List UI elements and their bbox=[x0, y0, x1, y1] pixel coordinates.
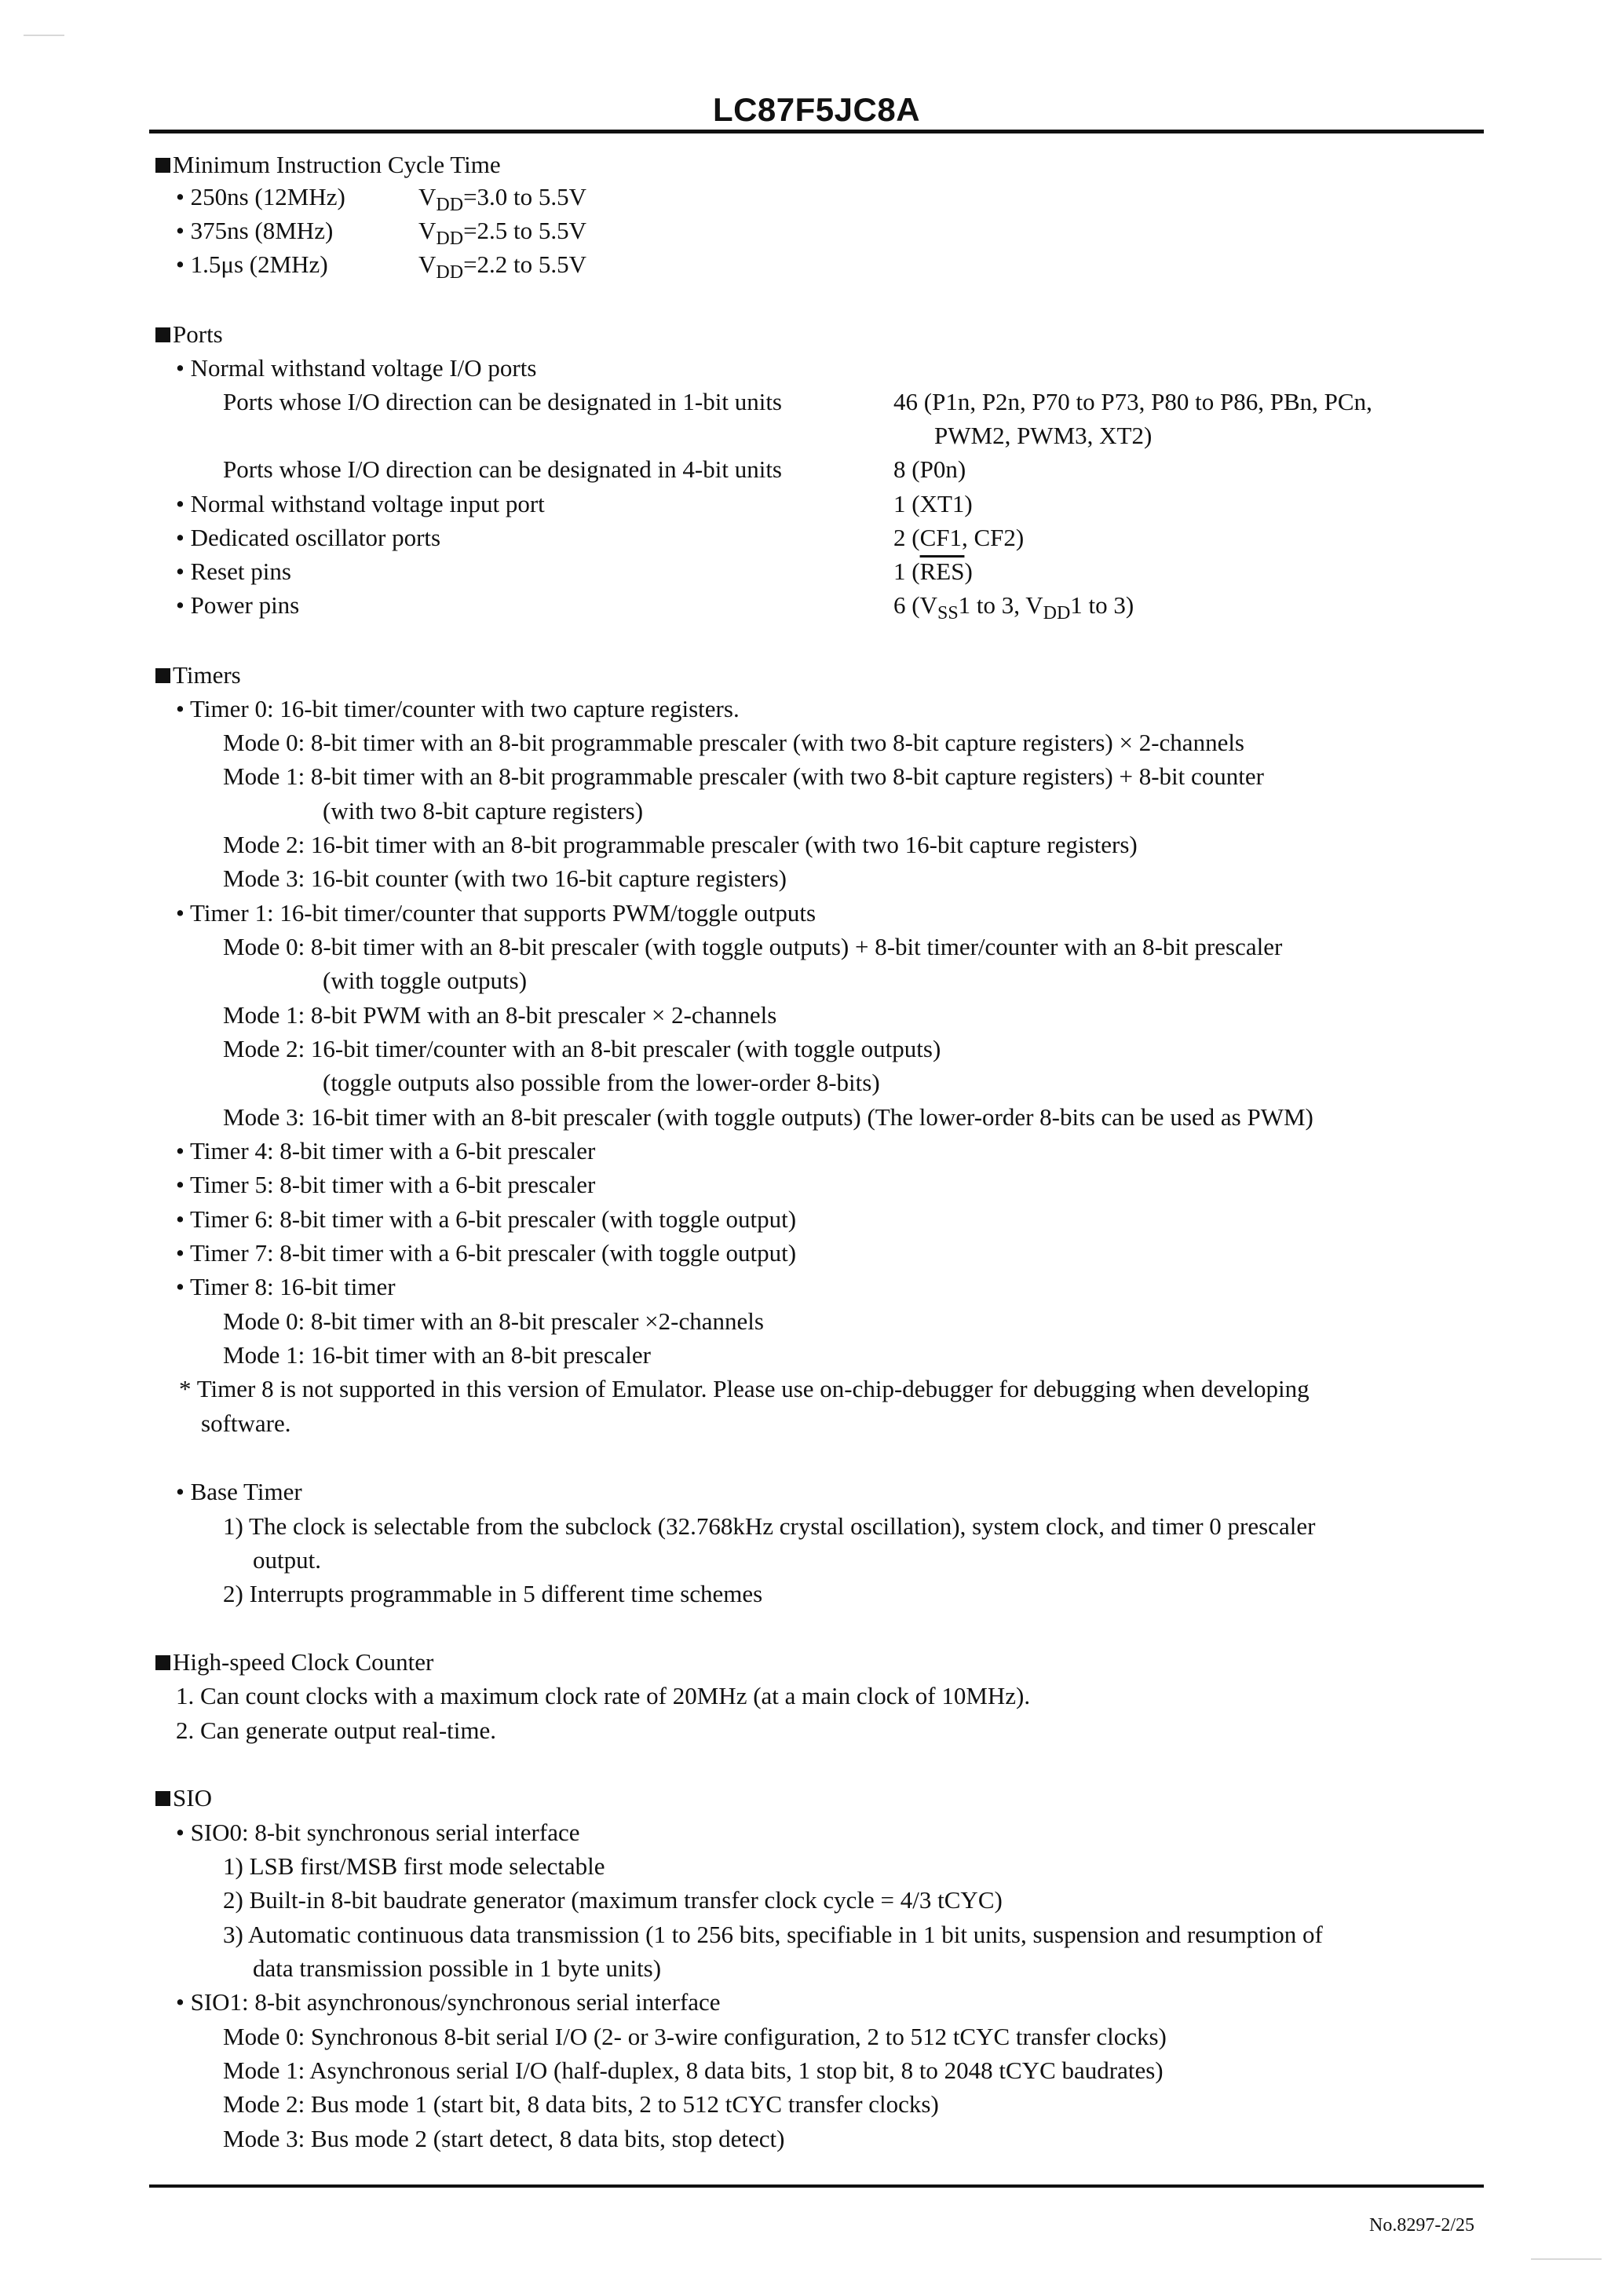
ports-osc-label: • Dedicated oscillator ports bbox=[176, 524, 441, 551]
page-number: No.8297-2/25 bbox=[1369, 2215, 1474, 2236]
timer-line: Mode 1: 8-bit PWM with an 8-bit prescaler × 2-channels bbox=[223, 1001, 777, 1029]
timer-line: • Timer 0: 16-bit timer/counter with two capture registers. bbox=[176, 695, 740, 722]
section-heading-sio: SIO bbox=[155, 1782, 212, 1814]
base-timer-line: output. bbox=[253, 1546, 321, 1574]
sio-line: data transmission possible in 1 byte units) bbox=[253, 1954, 662, 1982]
timer-line: Mode 0: 8-bit timer with an 8-bit prescaler (with toggle outputs) + 8-bit timer/counter with an 8-bit prescaler bbox=[223, 933, 1283, 960]
timer-line: • Timer 4: 8-bit timer with a 6-bit prescaler bbox=[176, 1137, 596, 1164]
ports-input-value: 1 (XT1) bbox=[893, 490, 973, 517]
section-heading-timers: Timers bbox=[155, 660, 241, 691]
timer-note-cont: software. bbox=[201, 1409, 291, 1437]
sio-line: Mode 2: Bus mode 1 (start bit, 8 data bits, 2 to 512 tCYC transfer clocks) bbox=[223, 2090, 939, 2118]
ports-4bit-label: Ports whose I/O direction can be designated in 4-bit units bbox=[223, 455, 783, 483]
sio-line: • SIO0: 8-bit synchronous serial interface bbox=[176, 1819, 580, 1846]
ports-osc-value: 2 (CF1, CF2) bbox=[893, 524, 1025, 551]
timer-line: (toggle outputs also possible from the lower-order 8-bits) bbox=[323, 1069, 880, 1096]
section-heading-hscc: High-speed Clock Counter bbox=[155, 1647, 433, 1678]
footer-rule bbox=[149, 2184, 1484, 2188]
ports-power-label: • Power pins bbox=[176, 591, 300, 619]
timer-note: * Timer 8 is not supported in this version of Emulator. Please use on-chip-debugger for debugging when developing bbox=[179, 1375, 1310, 1402]
timer-line: Mode 1: 8-bit timer with an 8-bit programmable prescaler (with two 8-bit capture registers) + 8-bit counter bbox=[223, 762, 1264, 790]
timer-line: Mode 1: 16-bit timer with an 8-bit prescaler bbox=[223, 1341, 651, 1369]
header-rule bbox=[149, 130, 1484, 133]
timer-line: Mode 2: 16-bit timer with an 8-bit programmable prescaler (with two 16-bit capture registers) bbox=[223, 831, 1138, 858]
cycle-row: • 1.5μs (2MHz) $V_{DD}=2.2$ to 5.5V bbox=[176, 250, 587, 283]
timer-line: (with two 8-bit capture registers) bbox=[323, 797, 644, 824]
scan-mark bbox=[1531, 2258, 1602, 2260]
timer-line: Mode 0: 8-bit timer with an 8-bit programmable prescaler (with two 8-bit capture registers) × 2-channels bbox=[223, 729, 1245, 756]
sio-line: 1) LSB first/MSB first mode selectable bbox=[223, 1852, 605, 1880]
document-title: LC87F5JC8A bbox=[712, 91, 921, 128]
timer-line: Mode 0: 8-bit timer with an 8-bit prescaler ×2-channels bbox=[223, 1307, 764, 1335]
cycle-row: • 250ns (12MHz) $V_{DD}=3.0$ to 5.5V bbox=[176, 183, 587, 215]
ports-4bit-value: 8 (P0n) bbox=[893, 455, 966, 483]
sio-line: Mode 3: Bus mode 2 (start detect, 8 data bits, stop detect) bbox=[223, 2125, 785, 2152]
sio-line: Mode 0: Synchronous 8-bit serial I/O (2- or 3-wire configuration, 2 to 512 tCYC transfer clocks) bbox=[223, 2023, 1167, 2050]
timer-line: • Timer 7: 8-bit timer with a 6-bit prescaler (with toggle output) bbox=[176, 1239, 797, 1267]
timer-line: (with toggle outputs) bbox=[323, 967, 528, 994]
section-heading-ports: Ports bbox=[155, 319, 223, 350]
timer-line: • Timer 6: 8-bit timer with a 6-bit prescaler (with toggle output) bbox=[176, 1205, 797, 1233]
timer-line: • Timer 1: 16-bit timer/counter that supports PWM/toggle outputs bbox=[176, 899, 816, 927]
ports-1bit-label: Ports whose I/O direction can be designated in 1-bit units bbox=[223, 388, 783, 415]
timer-line: • Timer 8: 16-bit timer bbox=[176, 1273, 396, 1300]
cycle-row: • 375ns (8MHz) $V_{DD}=2.5$ to 5.5V bbox=[176, 217, 587, 249]
ports-normal-io: • Normal withstand voltage I/O ports bbox=[176, 354, 537, 382]
section-heading-cycle: Minimum Instruction Cycle Time bbox=[155, 149, 501, 181]
square-bullet-icon bbox=[155, 668, 170, 683]
scan-mark bbox=[24, 35, 64, 36]
base-timer-line: 1) The clock is selectable from the subclock (32.768kHz crystal oscillation), system clock, and timer 0 prescaler bbox=[223, 1512, 1316, 1540]
ports-1bit-value: 46 (P1n, P2n, P70 to P73, P80 to P86, PBn, PCn, bbox=[893, 388, 1372, 415]
ports-reset-value: 1 $(\overline{RES})$ bbox=[893, 558, 973, 585]
sio-line: 3) Automatic continuous data transmission (1 to 256 bits, specifiable in 1 bit units, suspension and resumption of bbox=[223, 1921, 1323, 1948]
hscc-line: 2. Can generate output real-time. bbox=[176, 1717, 497, 1744]
base-timer-label: • Base Timer bbox=[176, 1478, 302, 1505]
timer-line: Mode 3: 16-bit timer with an 8-bit prescaler (with toggle outputs) (The lower-order 8-bits can be used as PWM) bbox=[223, 1103, 1313, 1131]
base-timer-line: 2) Interrupts programmable in 5 different time schemes bbox=[223, 1580, 763, 1607]
square-bullet-icon bbox=[155, 1791, 170, 1806]
ports-input-label: • Normal withstand voltage input port bbox=[176, 490, 545, 517]
hscc-line: 1. Can count clocks with a maximum clock rate of 20MHz (at a main clock of 10MHz). bbox=[176, 1682, 1031, 1709]
ports-power-value: 6 ($V_{SS}1$ to 3, $V_{DD}1$ to 3) bbox=[893, 591, 1134, 623]
timer-line: Mode 2: 16-bit timer/counter with an 8-bit prescaler (with toggle outputs) bbox=[223, 1035, 941, 1062]
sio-line: Mode 1: Asynchronous serial I/O (half-duplex, 8 data bits, 1 stop bit, 8 to 2048 tCYC baudrates) bbox=[223, 2057, 1164, 2084]
sio-line: 2) Built-in 8-bit baudrate generator (maximum transfer clock cycle = 4/3 tCYC) bbox=[223, 1886, 1003, 1914]
sio-line: • SIO1: 8-bit asynchronous/synchronous serial interface bbox=[176, 1988, 721, 2016]
timer-line: • Timer 5: 8-bit timer with a 6-bit prescaler bbox=[176, 1171, 596, 1198]
ports-1bit-value-cont: PWM2, PWM3, XT2) bbox=[934, 422, 1153, 449]
square-bullet-icon bbox=[155, 158, 170, 173]
ports-reset-label: • Reset pins bbox=[176, 558, 291, 585]
square-bullet-icon bbox=[155, 327, 170, 342]
timer-line: Mode 3: 16-bit counter (with two 16-bit capture registers) bbox=[223, 865, 787, 892]
square-bullet-icon bbox=[155, 1655, 170, 1670]
